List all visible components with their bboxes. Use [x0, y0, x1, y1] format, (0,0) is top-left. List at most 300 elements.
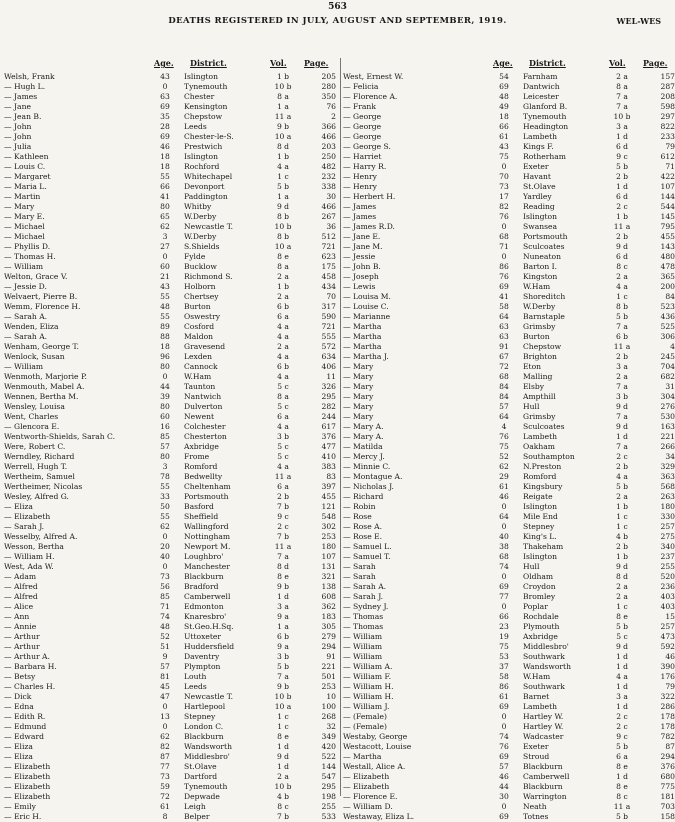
- entry-page: 555: [321, 332, 336, 341]
- entry-age: 18: [499, 112, 509, 121]
- entry-age: 17: [499, 192, 509, 201]
- table-row: [343, 132, 675, 142]
- entry-vol: 2 b: [615, 172, 629, 181]
- entry-vol: 4 a: [616, 282, 628, 291]
- entry-name: Wertheim, Samuel: [4, 472, 75, 481]
- entry-district: Prestwich: [184, 142, 223, 151]
- entry-name: Wesson, Bertha: [4, 542, 64, 551]
- entry-vol: 6 b: [276, 302, 290, 311]
- entry-age: 57: [160, 662, 170, 671]
- table-row: [4, 562, 340, 572]
- table-row: [343, 672, 675, 682]
- entry-age: 18: [160, 162, 170, 171]
- entry-age: 50: [160, 502, 170, 511]
- entry-age: 52: [499, 452, 509, 461]
- entry-page: 100: [321, 702, 336, 711]
- entry-name: — Sydney J.: [343, 602, 389, 611]
- table-row: [343, 382, 675, 392]
- entry-vol: 5 b: [615, 812, 629, 821]
- entry-name: Westaway, Eliza L.: [343, 812, 415, 821]
- entry-vol: 11 a: [613, 222, 631, 231]
- entry-vol: 9 d: [615, 422, 629, 431]
- entry-vol: 1 d: [615, 702, 629, 711]
- entry-name: — Jane: [4, 102, 31, 111]
- entry-age: 61: [499, 482, 509, 491]
- entry-name: — William: [4, 362, 44, 371]
- entry-name: Wenlock, Susan: [4, 352, 65, 361]
- entry-age: 88: [160, 332, 170, 341]
- entry-vol: 10 b: [274, 222, 292, 231]
- entry-vol: 7 a: [616, 382, 628, 391]
- entry-age: 76: [499, 432, 509, 441]
- entry-vol: 4 a: [277, 462, 289, 471]
- entry-vol: 1 b: [276, 72, 290, 81]
- entry-district: Lambeth: [523, 132, 558, 141]
- entry-name: Wenden, Eliza: [4, 322, 59, 331]
- entry-age: 82: [499, 202, 509, 211]
- table-row: [343, 482, 675, 492]
- entry-name: — Rose E.: [343, 532, 383, 541]
- entry-vol: 11 a: [274, 112, 292, 121]
- table-row: [343, 102, 675, 112]
- entry-name: Wenmoth, Marjorie P.: [4, 372, 87, 381]
- entry-district: W.Derby: [184, 232, 217, 241]
- entry-district: Glanford B.: [523, 102, 568, 111]
- entry-age: 86: [499, 262, 509, 271]
- entry-age: 38: [499, 542, 509, 551]
- entry-district: Depwade: [184, 792, 220, 801]
- entry-page: 178: [660, 722, 675, 731]
- entry-name: Werndley, Richard: [4, 452, 75, 461]
- entry-district: Camberwell: [523, 772, 570, 781]
- table-row: [4, 322, 340, 332]
- entry-age: 61: [160, 802, 170, 811]
- entry-page: 422: [660, 172, 675, 181]
- entry-age: 59: [160, 782, 170, 791]
- entry-name: — Mary: [343, 402, 374, 411]
- entry-page: 455: [660, 232, 675, 241]
- entry-district: Eton: [523, 362, 542, 371]
- table-row: [4, 812, 340, 822]
- entry-age: 48: [160, 302, 170, 311]
- entry-vol: 1 b: [615, 502, 629, 511]
- entry-district: Plympton: [184, 662, 221, 671]
- entry-district: Cosford: [184, 322, 215, 331]
- entry-vol: 6 a: [616, 752, 628, 761]
- entry-vol: 8 d: [276, 142, 290, 151]
- entry-page: 592: [660, 642, 675, 651]
- entry-page: 279: [321, 632, 336, 641]
- column-header: [343, 56, 675, 72]
- entry-vol: 8 e: [616, 612, 628, 621]
- entry-name: — Margaret: [4, 172, 51, 181]
- entry-page: 525: [660, 322, 675, 331]
- entry-name: — Montague A.: [343, 472, 403, 481]
- entry-page: 267: [321, 212, 336, 221]
- table-row: [4, 582, 340, 592]
- entry-name: — William H.: [343, 682, 394, 691]
- entry-age: 73: [499, 182, 509, 191]
- entry-district: Wandsworth: [523, 662, 571, 671]
- entry-vol: 1 d: [615, 662, 629, 671]
- entry-name: — Edith R.: [4, 712, 46, 721]
- table-row: [343, 532, 675, 542]
- entry-vol: 6 d: [615, 142, 629, 151]
- entry-vol: 5 c: [277, 442, 289, 451]
- entry-name: — Arthur: [4, 632, 40, 641]
- entry-page: 390: [660, 662, 675, 671]
- entry-age: 43: [160, 72, 170, 81]
- table-row: [4, 592, 340, 602]
- table-row: [343, 352, 675, 362]
- entry-name: — William F.: [343, 672, 392, 681]
- entry-age: 80: [160, 202, 170, 211]
- table-row: [343, 232, 675, 242]
- entry-name: — Robin: [343, 502, 376, 511]
- entry-age: 74: [499, 732, 509, 741]
- entry-age: 68: [499, 372, 509, 381]
- entry-age: 60: [160, 262, 170, 271]
- entry-vol: 9 a: [277, 612, 289, 621]
- entry-district: Maldon: [184, 332, 214, 341]
- entry-age: 29: [499, 472, 509, 481]
- entry-age: 72: [499, 362, 509, 371]
- entry-page: 617: [321, 422, 336, 431]
- table-row: [343, 592, 675, 602]
- district-header: District.: [529, 58, 566, 68]
- entry-page: 163: [660, 422, 675, 431]
- entry-district: King's L.: [523, 532, 557, 541]
- entry-page: 822: [660, 122, 675, 131]
- entry-page: 363: [660, 472, 675, 481]
- table-row: [343, 682, 675, 692]
- entry-page: 680: [660, 772, 675, 781]
- entry-vol: 1 d: [615, 772, 629, 781]
- table-row: [4, 182, 340, 192]
- entry-page: 326: [321, 382, 336, 391]
- entry-name: — Samuel L.: [343, 542, 392, 551]
- entry-vol: 2 a: [616, 372, 628, 381]
- entry-age: 75: [499, 152, 509, 161]
- table-row: [343, 312, 675, 322]
- entry-page: 403: [660, 592, 675, 601]
- entry-page: 245: [660, 352, 675, 361]
- entry-name: — Elizabeth: [343, 782, 390, 791]
- entry-vol: 7 a: [277, 552, 289, 561]
- entry-vol: 1 d: [276, 762, 290, 771]
- entry-page: 208: [660, 92, 675, 101]
- entry-district: Rochdale: [523, 612, 559, 621]
- entry-age: 55: [160, 512, 170, 521]
- entry-name: — Michael: [4, 222, 45, 231]
- entry-page: 294: [321, 642, 336, 651]
- entry-age: 91: [499, 342, 509, 351]
- entry-district: Swansea: [523, 222, 558, 231]
- entry-page: 263: [660, 492, 675, 501]
- entry-name: Were, Robert C.: [4, 442, 66, 451]
- page-header: Page.: [643, 58, 668, 68]
- table-row: [343, 242, 675, 252]
- entry-page: 634: [321, 352, 336, 361]
- entry-page: 276: [660, 402, 675, 411]
- entry-name: — Matilda: [343, 442, 383, 451]
- entry-name: — Elizabeth: [4, 762, 51, 771]
- entry-name: — Henry: [343, 172, 377, 181]
- entry-name: — Thomas: [343, 612, 384, 621]
- table-row: [4, 342, 340, 352]
- table-row: [343, 752, 675, 762]
- table-row: [343, 252, 675, 262]
- entry-page: 520: [660, 572, 675, 581]
- entry-vol: 11 a: [613, 342, 631, 351]
- entry-name: — Glencora E.: [4, 422, 60, 431]
- entry-name: — George: [343, 132, 382, 141]
- entry-age: 57: [499, 762, 509, 771]
- table-row: [343, 622, 675, 632]
- entry-name: — Arthur: [4, 642, 40, 651]
- entry-district: Plymouth: [523, 622, 560, 631]
- entry-district: W.Derby: [523, 302, 556, 311]
- entry-name: — Jessie D.: [4, 282, 47, 291]
- entry-vol: 2 c: [616, 712, 628, 721]
- entry-district: Wadcaster: [523, 732, 564, 741]
- table-row: [4, 192, 340, 202]
- table-row: [4, 152, 340, 162]
- table-row: [4, 502, 340, 512]
- entry-vol: 1 d: [276, 742, 290, 751]
- entry-page: 176: [660, 672, 675, 681]
- entry-district: Middlesbro': [184, 752, 230, 761]
- entry-name: — William D.: [343, 802, 393, 811]
- entry-age: 48: [499, 92, 509, 101]
- entry-vol: 1 b: [276, 152, 290, 161]
- entry-name: — Sarah A.: [343, 582, 387, 591]
- entry-district: Farnham: [523, 72, 558, 81]
- entry-district: Islington: [523, 212, 558, 221]
- entry-vol: 8 a: [277, 392, 289, 401]
- entry-vol: 8 d: [276, 562, 290, 571]
- entry-page: 183: [321, 612, 336, 621]
- entry-page: 295: [321, 782, 336, 791]
- entry-name: — Frank: [343, 102, 376, 111]
- entry-age: 64: [499, 312, 509, 321]
- entry-district: W.Ham: [184, 372, 212, 381]
- entry-age: 8: [162, 812, 168, 821]
- entry-vol: 10 b: [274, 782, 292, 791]
- entry-page: 144: [321, 762, 336, 771]
- entry-vol: 5 c: [277, 382, 289, 391]
- table-row: [4, 82, 340, 92]
- table-row: [4, 692, 340, 702]
- entry-page: 275: [660, 532, 675, 541]
- entry-vol: 3 a: [616, 122, 628, 131]
- entry-age: 20: [160, 542, 170, 551]
- entry-age: 74: [160, 612, 170, 621]
- entry-name: — Jean B.: [4, 112, 42, 121]
- entry-name: — Rose: [343, 512, 372, 521]
- entry-name: — Edward: [4, 732, 44, 741]
- entry-district: Hartley W.: [523, 722, 564, 731]
- entry-name: — George: [343, 112, 382, 121]
- table-row: [343, 392, 675, 402]
- entry-vol: 8 a: [277, 262, 289, 271]
- table-row: [343, 452, 675, 462]
- entry-vol: 8 e: [277, 572, 289, 581]
- entry-page: 4: [670, 342, 675, 351]
- entry-district: Belper: [184, 812, 210, 821]
- table-row: [4, 212, 340, 222]
- entry-vol: 2 a: [616, 592, 628, 601]
- entry-age: 60: [160, 412, 170, 421]
- entry-district: Whitby: [184, 202, 212, 211]
- table-row: [343, 802, 675, 812]
- entry-page: 477: [321, 442, 336, 451]
- entry-vol: 2 b: [615, 462, 629, 471]
- entry-age: 16: [160, 422, 170, 431]
- table-row: [4, 172, 340, 182]
- entry-name: — Kathleen: [4, 152, 49, 161]
- entry-district: Ampthill: [523, 392, 556, 401]
- entry-page: 15: [665, 612, 675, 621]
- table-row: [4, 702, 340, 712]
- entry-vol: 1 d: [615, 432, 629, 441]
- entry-name: — John B.: [343, 262, 381, 271]
- table-row: [343, 522, 675, 532]
- entry-district: Reading: [523, 202, 555, 211]
- entry-vol: 1 c: [277, 712, 289, 721]
- entry-age: 0: [162, 722, 168, 731]
- entry-district: Exeter: [523, 742, 549, 751]
- entry-name: Werrell, Hugh T.: [4, 462, 68, 471]
- entry-district: Hartley W.: [523, 712, 564, 721]
- table-row: [4, 232, 340, 242]
- entry-page: 233: [660, 132, 675, 141]
- entry-district: Blackburn: [184, 572, 224, 581]
- entry-age: 63: [499, 322, 509, 331]
- entry-name: — James: [4, 92, 38, 101]
- entry-vol: 1 c: [616, 602, 628, 611]
- entry-district: Dulverton: [184, 402, 223, 411]
- entry-name: — Sarah A.: [4, 312, 48, 321]
- entry-vol: 1 d: [615, 182, 629, 191]
- entry-page: 365: [660, 272, 675, 281]
- entry-page: 200: [660, 282, 675, 291]
- entry-vol: 8 e: [277, 252, 289, 261]
- entry-district: Grimsby: [523, 412, 556, 421]
- entry-district: Hull: [523, 402, 540, 411]
- table-row: [4, 132, 340, 142]
- entry-name: — Charles H.: [4, 682, 56, 691]
- entry-district: Southampton: [523, 452, 575, 461]
- entry-page: 34: [665, 452, 675, 461]
- entry-vol: 1 b: [276, 282, 290, 291]
- entry-name: Wesley, Alfred G.: [4, 492, 69, 501]
- entry-page: 286: [660, 702, 675, 711]
- entry-page: 572: [321, 342, 336, 351]
- entry-name: — Elizabeth: [4, 792, 51, 801]
- entry-district: W.Derby: [184, 212, 217, 221]
- entry-page: 362: [321, 602, 336, 611]
- entry-page: 244: [321, 412, 336, 421]
- entry-vol: 8 d: [615, 572, 629, 581]
- entry-district: Cannock: [184, 362, 218, 371]
- entry-page: 522: [321, 752, 336, 761]
- entry-page: 304: [660, 392, 675, 401]
- entry-page: 403: [660, 602, 675, 611]
- entry-name: Wesselby, Alfred A.: [4, 532, 78, 541]
- entry-district: Chesterton: [184, 432, 227, 441]
- entry-age: 89: [160, 322, 170, 331]
- entry-page: 436: [660, 312, 675, 321]
- entry-name: — Joseph: [343, 272, 379, 281]
- vol-header: Vol.: [609, 58, 626, 68]
- entry-name: — Martha: [343, 342, 382, 351]
- table-row: [4, 512, 340, 522]
- entry-district: Warrington: [523, 792, 567, 801]
- entry-page: 107: [321, 552, 336, 561]
- entry-page: 305: [321, 622, 336, 631]
- entry-age: 85: [160, 432, 170, 441]
- entry-age: 3: [162, 232, 168, 241]
- table-row: [343, 582, 675, 592]
- entry-vol: 2 c: [277, 522, 289, 531]
- entry-age: 30: [499, 792, 509, 801]
- death-entries: [343, 72, 675, 822]
- entry-name: — Elizabeth: [4, 772, 51, 781]
- entry-name: — William: [343, 642, 383, 651]
- entry-page: 410: [321, 452, 336, 461]
- entry-name: — Sarah A.: [4, 332, 48, 341]
- table-row: [343, 562, 675, 572]
- entry-page: 321: [321, 572, 336, 581]
- entry-page: 221: [660, 432, 675, 441]
- entry-name: — (Female): [343, 722, 387, 731]
- entry-page: 501: [321, 672, 336, 681]
- table-row: [4, 402, 340, 412]
- entry-vol: 5 b: [615, 162, 629, 171]
- entry-vol: 11 a: [274, 542, 292, 551]
- entry-vol: 11 a: [274, 472, 292, 481]
- entry-vol: 8 b: [615, 302, 629, 311]
- entry-page: 366: [321, 122, 336, 131]
- table-row: [4, 792, 340, 802]
- entry-name: — Mary: [343, 412, 374, 421]
- entry-vol: 3 b: [615, 392, 629, 401]
- entry-name: Westaby, George: [343, 732, 408, 741]
- entry-district: Chertsey: [184, 292, 219, 301]
- entry-vol: 8 e: [616, 782, 628, 791]
- entry-district: Oakham: [523, 442, 555, 451]
- entry-district: Barton I.: [523, 262, 558, 271]
- entry-district: London C.: [184, 722, 224, 731]
- entry-district: Holborn: [184, 282, 216, 291]
- entry-age: 0: [501, 502, 507, 511]
- table-row: [343, 782, 675, 792]
- entry-district: Burton: [523, 332, 550, 341]
- entry-age: 33: [160, 492, 170, 501]
- entry-vol: 7 a: [616, 442, 628, 451]
- entry-district: Wandsworth: [184, 742, 232, 751]
- table-row: [343, 142, 675, 152]
- entry-age: 62: [160, 522, 170, 531]
- entry-age: 84: [499, 382, 509, 391]
- entry-vol: 3 a: [616, 692, 628, 701]
- entry-district: St.Geo.H.Sq.: [184, 622, 234, 631]
- entry-age: 76: [499, 212, 509, 221]
- entry-name: — William A.: [343, 662, 393, 671]
- entry-name: — Henry: [343, 182, 377, 191]
- entry-age: 66: [499, 612, 509, 621]
